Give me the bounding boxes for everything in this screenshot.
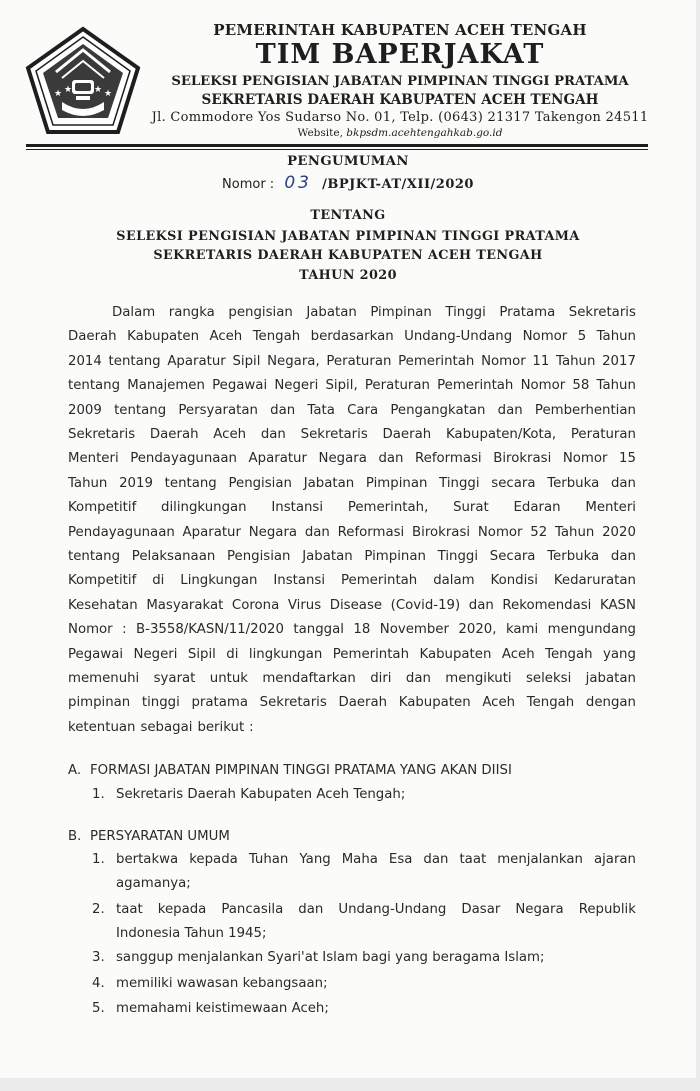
letterhead-rule-thin — [26, 149, 648, 150]
list-item-continuation: Indonesia Tahun 1945; — [116, 926, 267, 941]
subject-line-2: SEKRETARIS DAERAH KABUPATEN ACEH TENGAH — [153, 248, 543, 263]
body-line: Pegawai Negeri Sipil di lingkungan Pemerintah Kabupaten Aceh Tengah yang — [68, 646, 636, 662]
list-item: 1. Sekretaris Daerah Kabupaten Aceh Tengah; — [92, 787, 406, 802]
list-item: 5. memahami keistimewaan Aceh; — [92, 1001, 329, 1016]
body-line: Tahun 2019 tentang Pengisian Jabatan Pimpinan Tinggi secara Terbuka dan — [68, 475, 636, 491]
list-item: 3. sanggup menjalankan Syari'at Islam bagi yang beragama Islam; — [92, 950, 545, 965]
body-line: 2014 tentang Aparatur Sipil Negara, Peraturan Pemerintah Nomor 11 Tahun 2017 — [68, 353, 636, 369]
selection-title: SELEKSI PENGISIAN JABATAN PIMPINAN TINGGI PRATAMA — [171, 74, 629, 89]
website-url: bkpsdm.acehtengahkab.go.id — [346, 127, 503, 139]
aceh-tengah-emblem-icon — [24, 26, 142, 136]
body-line: Kompetitif dilingkungan Instansi Pemerintah, Surat Edaran Menteri — [68, 500, 636, 516]
body-line: Menteri Pendayagunaan Aparatur Negara dan Reformasi Birokrasi Nomor 15 — [68, 451, 636, 467]
section-b-heading — [68, 829, 230, 844]
svg-text:★: ★ — [54, 89, 63, 99]
body-line: Dalam rangka pengisian Jabatan Pimpinan Tinggi Pratama Sekretaris — [112, 305, 636, 320]
section-b-letter: B. — [68, 829, 82, 844]
body-line: tentang Manajemen Pegawai Negeri Sipil, Peraturan Pemerintah Nomor 58 Tahun — [68, 378, 636, 394]
letterhead-rule-thick — [26, 144, 648, 147]
number-handwritten: 03 — [284, 173, 312, 193]
list-item-continuation: agamanya; — [116, 876, 191, 891]
section-b-title: PERSYARATAN UMUM — [90, 829, 230, 844]
government-title: PEMERINTAH KABUPATEN ACEH TENGAH — [213, 21, 587, 39]
body-line: Kompetitif di Lingkungan Instansi Pemerintah dalam Kondisi Kedaruratan — [68, 573, 636, 589]
team-title: TIM BAPERJAKAT — [255, 39, 545, 70]
body-line: ketentuan sebagai berikut : — [68, 719, 254, 735]
website-line — [150, 127, 650, 139]
position-title: SEKRETARIS DAERAH KABUPATEN ACEH TENGAH — [201, 92, 599, 108]
number-suffix: /BPJKT-AT/XII/2020 — [322, 177, 474, 192]
body-line: Pendayagunaan Aparatur Negara dan Reformasi Birokrasi Nomor 52 Tahun 2020 — [68, 524, 636, 540]
number-label: Nomor : — [222, 177, 275, 192]
list-item: 1. bertakwa kepada Tuhan Yang Maha Esa dan taat menjalankan ajaran — [92, 852, 636, 867]
body-line: 2009 tentang Persyaratan dan Tata Cara Pengangkatan dan Pemberhentian — [68, 402, 636, 418]
svg-text:★: ★ — [104, 89, 113, 99]
svg-text:★: ★ — [94, 85, 103, 95]
body-line: Nomor : B-3558/KASN/11/2020 tanggal 18 November 2020, kami mengundang — [68, 622, 636, 638]
list-item: 4. memiliki wawasan kebangsaan; — [92, 976, 328, 991]
announcement-number — [0, 173, 696, 193]
office-address: Jl. Commodore Yos Sudarso No. 01, Telp. (0643) 21317 Takengon 24511 — [151, 110, 649, 125]
body-line: tentang Pelaksanaan Pengisian Jabatan Pimpinan Tinggi Secara Terbuka dan — [68, 549, 636, 564]
subject-line-3: TAHUN 2020 — [299, 268, 397, 283]
about-label: TENTANG — [310, 208, 386, 223]
body-line: Kesehatan Masyarakat Corona Virus Disease (Covid-19) dan Rekomendasi KASN — [68, 597, 636, 613]
body-line: Sekretaris Daerah Aceh dan Sekretaris Daerah Kabupaten/Kota, Peraturan — [68, 427, 636, 442]
website-label: Website, — [297, 127, 343, 139]
section-a-title: FORMASI JABATAN PIMPINAN TINGGI PRATAMA YANG AKAN DIISI — [90, 763, 512, 778]
body-line: pimpinan tinggi pratama Sekretaris Daerah Kabupaten Aceh Tengah dengan — [68, 695, 636, 711]
body-line: memenuhi syarat untuk mendaftarkan diri dan mengikuti seleksi jabatan — [68, 671, 636, 686]
section-a-letter: A. — [68, 763, 82, 778]
announcement-title: PENGUMUMAN — [287, 154, 409, 169]
subject-line-1: SELEKSI PENGISIAN JABATAN PIMPINAN TINGGI PRATAMA — [116, 229, 580, 244]
section-a-heading — [68, 763, 512, 778]
svg-text:★: ★ — [64, 85, 73, 95]
list-item: 2. taat kepada Pancasila dan Undang-Undang Dasar Negara Republik — [92, 902, 636, 917]
body-line: Daerah Kabupaten Aceh Tengah berdasarkan Undang-Undang Nomor 5 Tahun — [68, 329, 636, 345]
